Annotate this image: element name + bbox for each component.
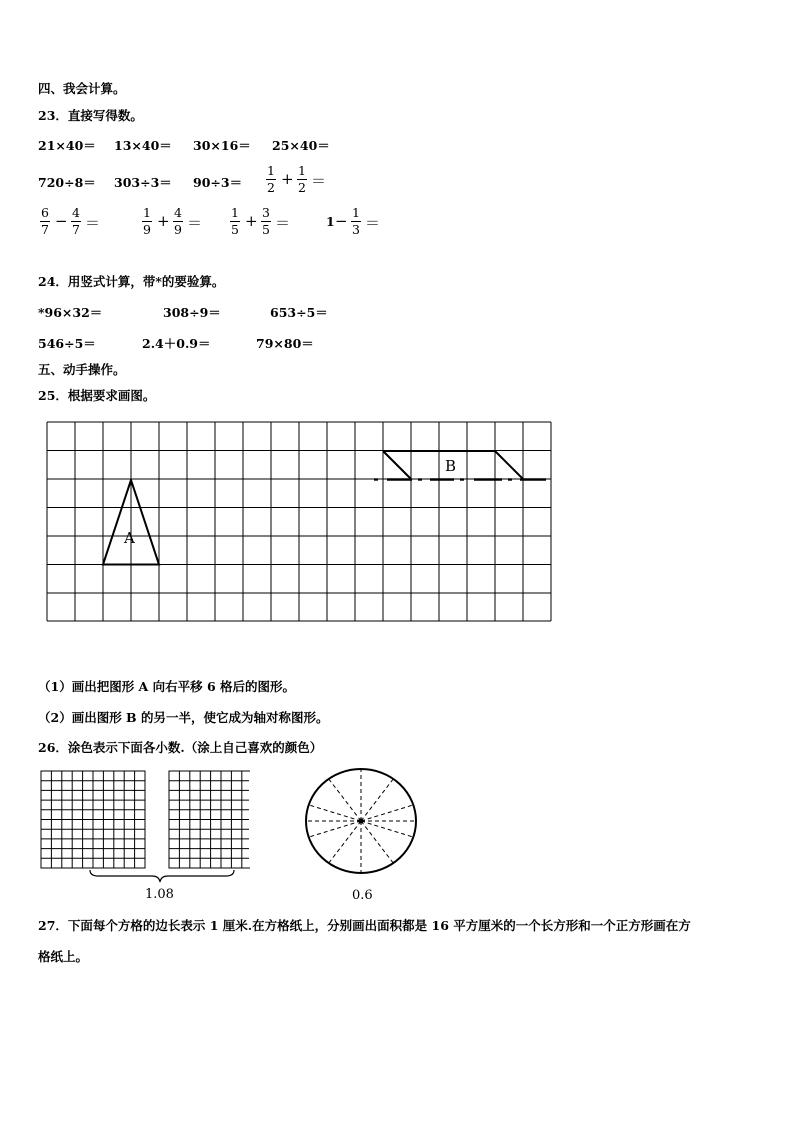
q23-item: 303÷3＝	[114, 175, 172, 190]
whole-number: 1	[326, 214, 335, 229]
q27-line1: 27．下面每个方格的边长表示 1 厘米.在方格纸上，分别画出面积都是 16 平方厘米的一个长方形和一个正方形画在方	[38, 918, 691, 933]
q25-sub1: （1）画出把图形 A 向右平移 6 格后的图形。	[38, 679, 296, 694]
equals: ＝	[365, 214, 381, 232]
q23-title: 23．直接写得数。	[38, 108, 143, 123]
q24-item: 308÷9＝	[163, 305, 221, 320]
q24-item: *96×32＝	[38, 305, 103, 320]
q25-grid-figure	[46, 421, 554, 623]
q23-item: 720÷8＝	[38, 175, 96, 190]
circle-center	[359, 819, 364, 824]
hundred-grid-left	[41, 771, 145, 868]
fraction: $\frac{1}{3}$	[352, 205, 360, 237]
section-5-title: 五、动手操作。	[38, 362, 126, 377]
fraction: $\frac{1}{2}$	[267, 163, 275, 195]
hundred-grid-right	[169, 771, 250, 868]
q26-title: 26．涂色表示下面各小数.（涂上自己喜欢的颜色）	[38, 740, 323, 755]
operator: −	[55, 212, 68, 230]
q23-item: 13×40＝	[114, 138, 172, 153]
operator: +	[245, 212, 258, 230]
q24-item: 79×80＝	[256, 336, 314, 351]
label-1-08: 1.08	[145, 887, 174, 902]
q24-item: 2.4＋0.9＝	[142, 336, 211, 351]
fraction: $\frac{1}{5}$	[231, 205, 239, 237]
q25-title: 25．根据要求画图。	[38, 388, 156, 403]
q24-item: 546÷5＝	[38, 336, 96, 351]
fraction: $\frac{3}{5}$	[262, 205, 270, 237]
q23-item: 90÷3＝	[193, 175, 243, 190]
equals: ＝	[85, 214, 101, 232]
q23-item: 25×40＝	[272, 138, 330, 153]
fraction: $\frac{1}{9}$	[143, 205, 151, 237]
q24-title: 24．用竖式计算，带*的要验算。	[38, 274, 225, 289]
circle-figure	[302, 767, 424, 877]
equals: ＝	[275, 214, 291, 232]
q23-item: 21×40＝	[38, 138, 96, 153]
brace	[90, 870, 234, 882]
operator: +	[157, 212, 170, 230]
shape-b-label: B	[445, 457, 457, 475]
fraction: $\frac{6}{7}$	[41, 205, 49, 237]
q23-item: 30×16＝	[193, 138, 251, 153]
fraction: $\frac{1}{2}$	[298, 163, 306, 195]
operator: −	[335, 212, 348, 230]
fraction: $\frac{4}{7}$	[72, 205, 80, 237]
q25-sub2: （2）画出图形 B 的另一半，使它成为轴对称图形。	[38, 710, 329, 725]
shape-a-label: A	[124, 529, 135, 547]
q27-line2: 格纸上。	[38, 949, 89, 964]
operator: +	[281, 170, 294, 188]
q24-item: 653÷5＝	[270, 305, 328, 320]
equals: ＝	[187, 214, 203, 232]
fraction: $\frac{4}{9}$	[174, 205, 182, 237]
hundred-grids-figure	[40, 770, 250, 900]
section-4-title: 四、我会计算。	[38, 81, 126, 96]
equals: ＝	[311, 172, 327, 190]
label-0-6: 0.6	[352, 888, 373, 903]
